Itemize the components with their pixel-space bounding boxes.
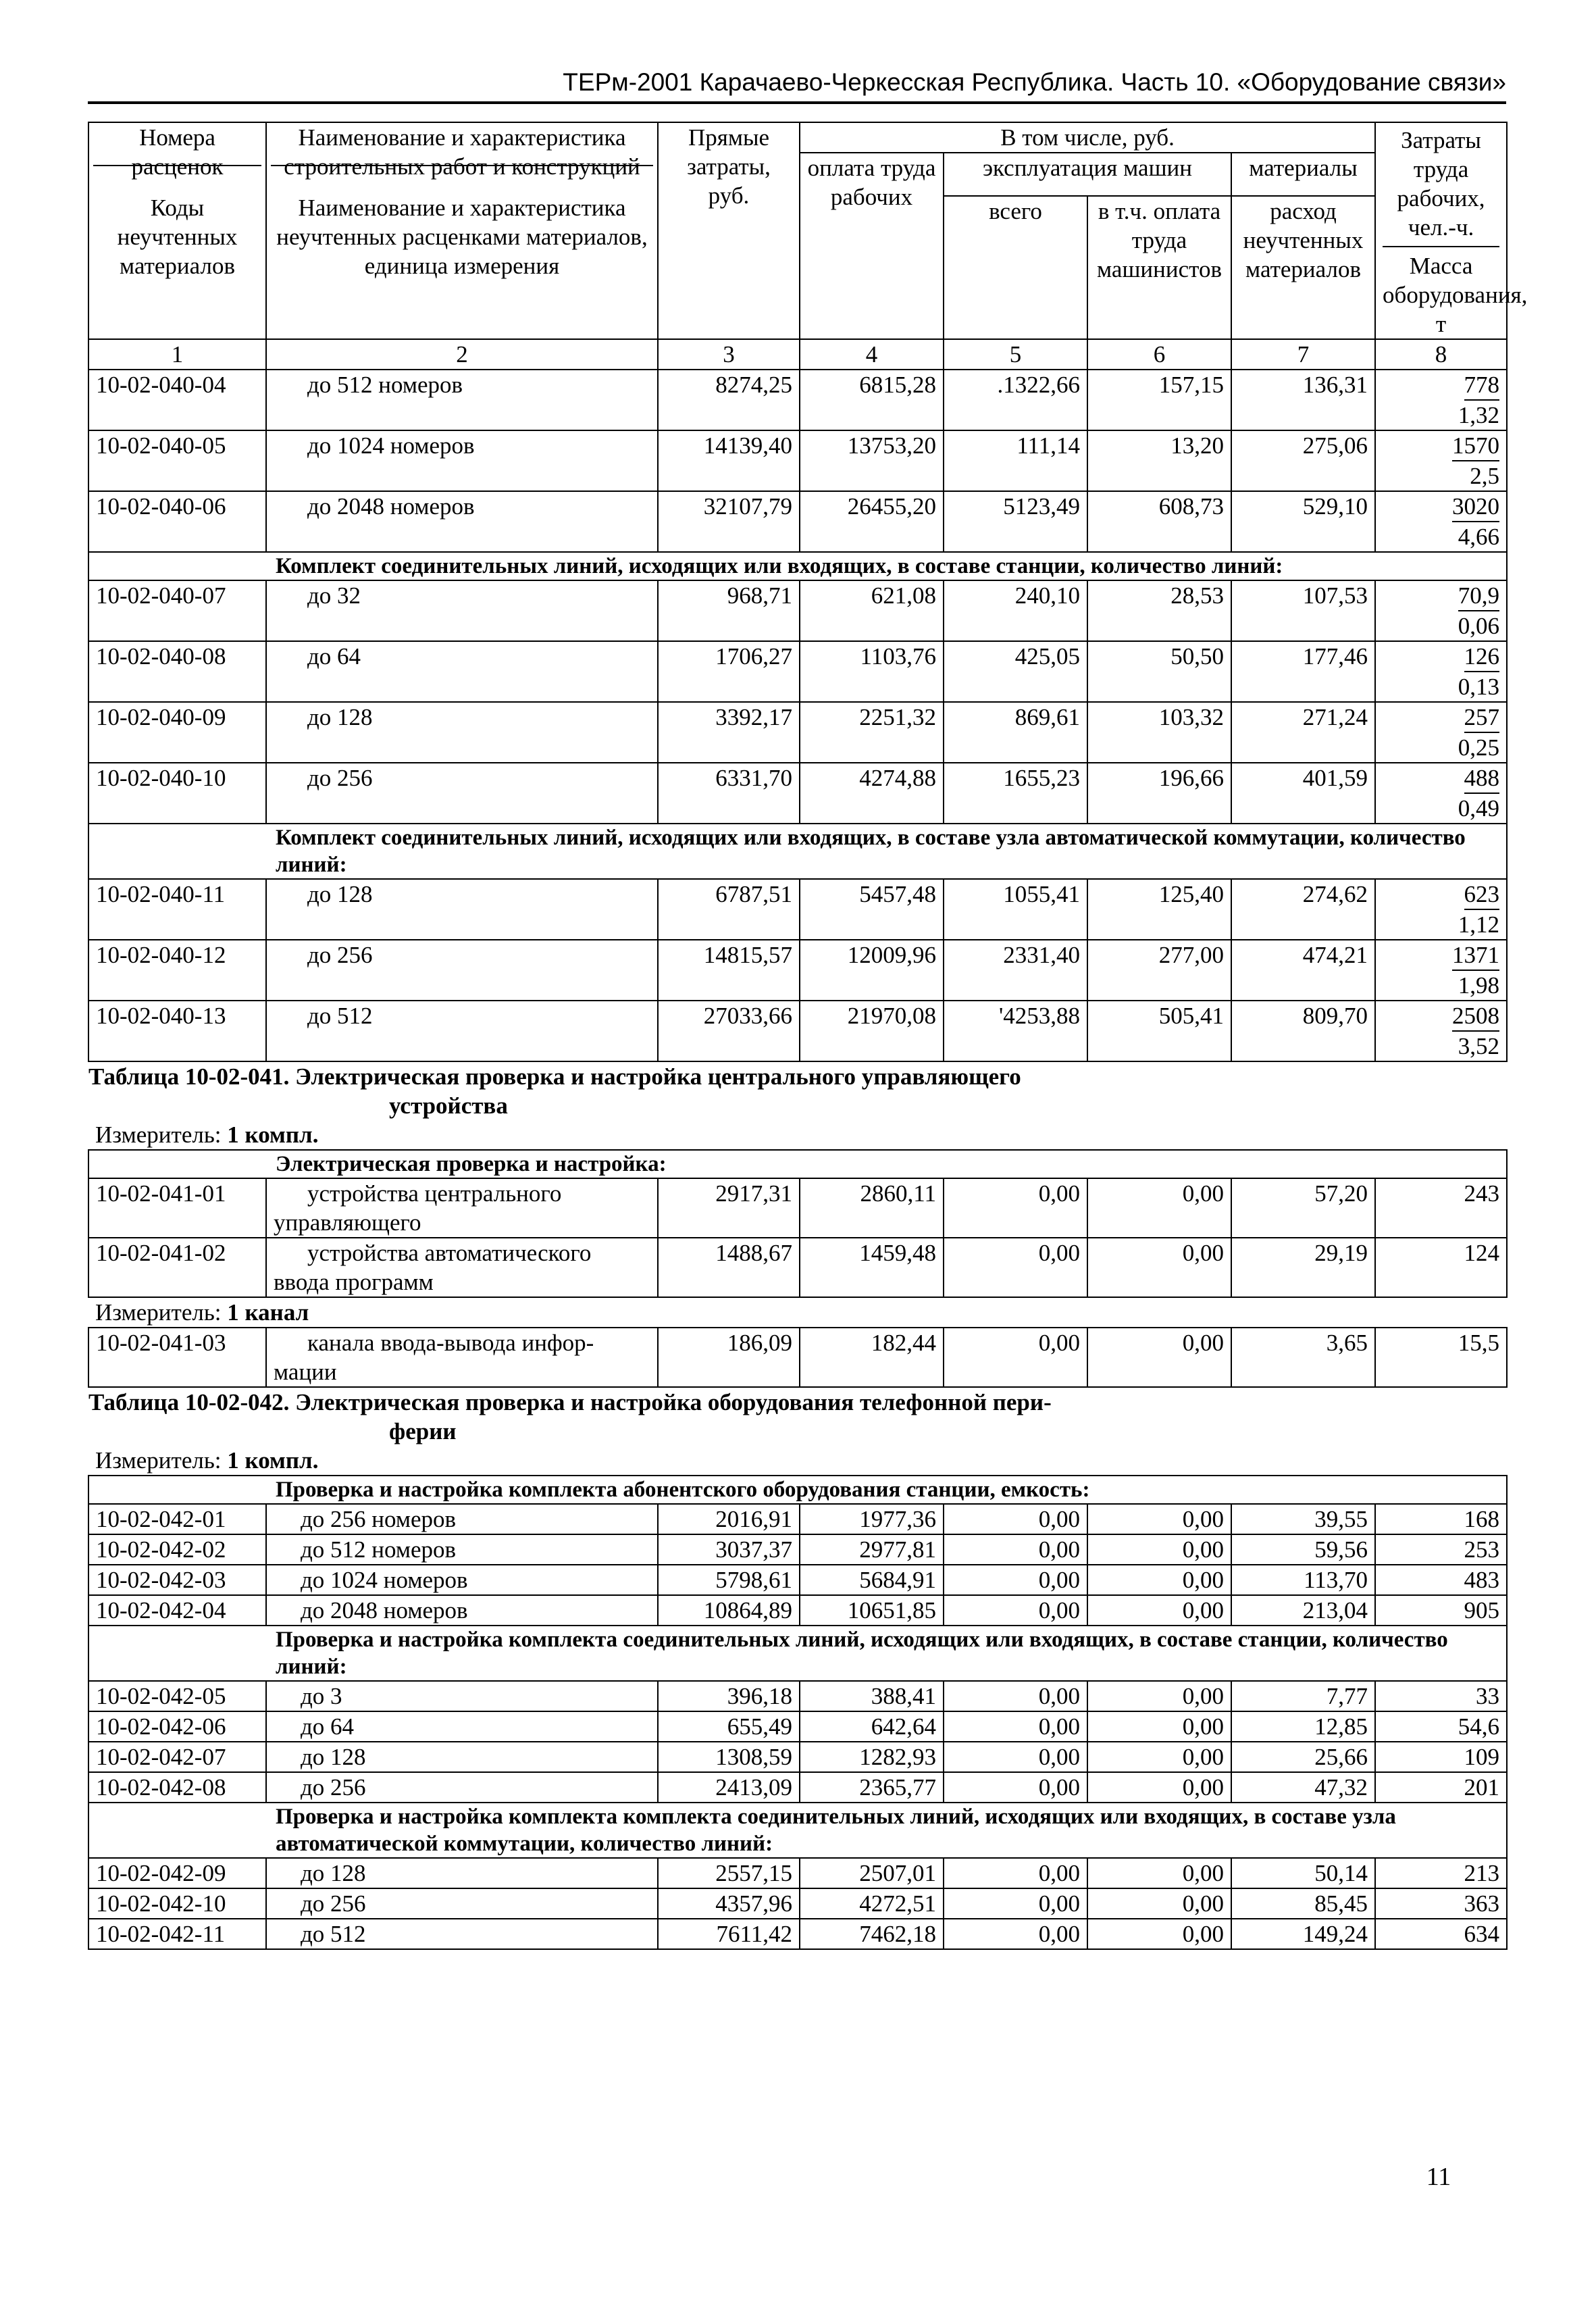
cell-machinists: 0,00 [1087,1178,1231,1238]
cell-hours: 483 [1375,1565,1507,1595]
cell-machinists: 125,40 [1087,879,1231,940]
rate-name: до 256 номеров [266,1504,658,1534]
cell-direct: 2016,91 [658,1504,800,1534]
cell-hours-mass [1375,763,1507,824]
col-header-hours: Затраты труда рабочих, чел.-ч. Масса оборудования, т [1375,122,1507,339]
cell-machinists: 505,41 [1087,1001,1231,1061]
table-row [88,641,1507,702]
rate-code: 10-02-040-12 [88,940,266,1001]
table-row [88,879,1507,940]
cell-direct: 27033,66 [658,1001,800,1061]
cell-direct: 3037,37 [658,1534,800,1565]
col-header-machinists: в т.ч. оплата труда машинистов [1087,196,1231,339]
table-row [88,1595,1507,1626]
cell-machinists: 157,15 [1087,370,1231,430]
cell-materials: 59,56 [1231,1534,1375,1565]
equipment-mass: 4,66 [1458,524,1500,550]
rate-name: до 128 [266,1858,658,1888]
cell-hours-mass [1375,879,1507,940]
cell-machines: 0,00 [944,1858,1087,1888]
page-header: ТЕРм-2001 Карачаево-Черкесская Республика. Часть 10. «Оборудование связи» [563,68,1506,96]
table-row [88,1772,1507,1803]
cell-machinists: 0,00 [1087,1711,1231,1742]
equipment-mass: 0,49 [1458,795,1500,822]
cell-machinists: 0,00 [1087,1328,1231,1387]
cell-materials: 271,24 [1231,702,1375,763]
cell-hours-mass [1375,370,1507,430]
table-row [88,370,1507,430]
cell-labor: 4274,88 [800,763,944,824]
table-row [88,1178,1507,1238]
rate-name: до 256 [266,1888,658,1919]
rate-name: до 2048 номеров [266,491,658,552]
rate-code: 10-02-041-02 [88,1238,266,1297]
cell-hours: 109 [1375,1742,1507,1772]
labor-hours: 1371 [1452,940,1499,971]
col-header-incl: В том числе, руб. [800,122,1375,153]
cell-hours: 243 [1375,1178,1507,1238]
rate-code: 10-02-042-01 [88,1504,266,1534]
rate-code: 10-02-042-10 [88,1888,266,1919]
cell-machines: 0,00 [944,1238,1087,1297]
rate-name: до 32 [266,580,658,641]
rate-code: 10-02-042-07 [88,1742,266,1772]
cell-labor: 12009,96 [800,940,944,1001]
cell-machines: 1055,41 [944,879,1087,940]
measure-unit: Измеритель: 1 канал [88,1297,1507,1328]
cell-direct: 655,49 [658,1711,800,1742]
cell-hours-mass [1375,580,1507,641]
rate-name-line2: управляющего [274,1209,421,1236]
equipment-mass: 0,13 [1458,674,1500,700]
rates-table [88,122,1528,1950]
rate-name [266,1238,658,1297]
table-row [88,1328,1507,1387]
cell-direct: 186,09 [658,1328,800,1387]
cell-direct: 14815,57 [658,940,800,1001]
rate-code: 10-02-042-06 [88,1711,266,1742]
cell-machines: 0,00 [944,1534,1087,1565]
col-header-machines: эксплуатация машин [944,153,1231,196]
cell-labor: 6815,28 [800,370,944,430]
cell-direct: 2557,15 [658,1858,800,1888]
cell-hours: 363 [1375,1888,1507,1919]
col-header-machines-total: всего [944,196,1087,339]
cell-machinists: 50,50 [1087,641,1231,702]
cell-machinists: 0,00 [1087,1565,1231,1595]
table-row [88,1504,1507,1534]
document-body [88,122,1528,1950]
labor-hours: 778 [1464,370,1500,401]
cell-direct: 4357,96 [658,1888,800,1919]
cell-machinists: 103,32 [1087,702,1231,763]
rate-name-line1: канала ввода-вывода инфор- [307,1330,594,1356]
page-number: 11 [1426,2163,1451,2191]
col-header-name: Наименование и характеристика строительных работ и конструкций Наименование и характеристика неучтенных расценками материалов, единица измерения [266,122,658,339]
cell-machines: 869,61 [944,702,1087,763]
cell-materials: 7,77 [1231,1681,1375,1711]
measure-unit: Измеритель: 1 компл. [88,1120,1507,1150]
cell-direct: 2917,31 [658,1178,800,1238]
table-row [88,1858,1507,1888]
table-row [88,763,1507,824]
cell-labor: 10651,85 [800,1595,944,1626]
cell-machines: 0,00 [944,1742,1087,1772]
cell-direct: 8274,25 [658,370,800,430]
rate-code: 10-02-040-06 [88,491,266,552]
column-numbers-row: 1 2 3 4 5 6 7 8 [88,339,1507,370]
cell-labor: 1282,93 [800,1742,944,1772]
cell-labor: 5457,48 [800,879,944,940]
cell-materials: 136,31 [1231,370,1375,430]
cell-materials: 401,59 [1231,763,1375,824]
rate-name [266,1328,658,1387]
cell-machinists: 0,00 [1087,1504,1231,1534]
cell-machinists: 13,20 [1087,430,1231,491]
col-header-labor: оплата труда рабочих [800,153,944,339]
cell-machines: 425,05 [944,641,1087,702]
labor-hours: 126 [1464,642,1500,672]
cell-machines: 0,00 [944,1919,1087,1949]
rate-name: до 2048 номеров [266,1595,658,1626]
table-title-042: Таблица 10-02-042. Электрическая проверка и настройка оборудования телефонной пери- ферии [88,1389,1052,1444]
section-title: Электрическая проверка и настройка: [266,1150,1507,1178]
rate-code: 10-02-042-11 [88,1919,266,1949]
col-header-direct: Прямые затраты, руб. [658,122,800,339]
cell-machinists: 0,00 [1087,1742,1231,1772]
table-row [88,430,1507,491]
cell-materials: 274,62 [1231,879,1375,940]
table-row [88,1919,1507,1949]
cell-hours-mass [1375,641,1507,702]
cell-materials: 529,10 [1231,491,1375,552]
cell-direct: 1488,67 [658,1238,800,1297]
cell-machines: 0,00 [944,1328,1087,1387]
table-title-041: Таблица 10-02-041. Электрическая проверка и настройка центрального управляющего устройства [88,1063,1021,1119]
table-row [88,1742,1507,1772]
cell-machines: 5123,49 [944,491,1087,552]
rate-name [266,1178,658,1238]
cell-direct: 1706,27 [658,641,800,702]
equipment-mass: 3,52 [1458,1033,1500,1059]
cell-machines: 2331,40 [944,940,1087,1001]
cell-labor: 388,41 [800,1681,944,1711]
cell-materials: 213,04 [1231,1595,1375,1626]
section-title: Проверка и настройка комплекта комплекта соединительных линий, исходящих или входящих, в составе узла автоматической коммутации, количество линий: [266,1803,1507,1858]
equipment-mass: 1,12 [1458,911,1500,938]
cell-machines: 240,10 [944,580,1087,641]
cell-labor: 621,08 [800,580,944,641]
section-title: Комплект соединительных линий, исходящих или входящих, в составе станции, количество линий: [266,552,1507,580]
cell-direct: 32107,79 [658,491,800,552]
equipment-mass: 0,25 [1458,734,1500,761]
cell-materials: 113,70 [1231,1565,1375,1595]
section-title: Проверка и настройка комплекта соединительных линий, исходящих или входящих, в составе станции, количество линий: [266,1626,1507,1681]
table-row [88,1711,1507,1742]
cell-hours: 201 [1375,1772,1507,1803]
cell-direct: 3392,17 [658,702,800,763]
cell-machinists: 608,73 [1087,491,1231,552]
cell-direct: 968,71 [658,580,800,641]
cell-labor: 1103,76 [800,641,944,702]
cell-machinists: 196,66 [1087,763,1231,824]
cell-hours: 905 [1375,1595,1507,1626]
labor-hours: 1570 [1452,431,1499,461]
rate-name-line1: устройства центрального [307,1180,562,1207]
table-row [88,580,1507,641]
cell-labor: 2507,01 [800,1858,944,1888]
rate-name: до 512 [266,1001,658,1061]
cell-hours: 213 [1375,1858,1507,1888]
measure-unit: Измеритель: 1 компл. [88,1446,1507,1476]
cell-hours: 253 [1375,1534,1507,1565]
cell-direct: 7611,42 [658,1919,800,1949]
cell-machinists: 28,53 [1087,580,1231,641]
cell-direct: 5798,61 [658,1565,800,1595]
cell-machines: '4253,88 [944,1001,1087,1061]
rate-code: 10-02-040-10 [88,763,266,824]
cell-direct: 6787,51 [658,879,800,940]
table-row [88,1534,1507,1565]
cell-materials: 25,66 [1231,1742,1375,1772]
rate-name: до 256 [266,940,658,1001]
col-header-codes: Номера расценок Коды неучтенных материалов [88,122,266,339]
equipment-mass: 1,98 [1458,972,1500,999]
labor-hours: 70,9 [1458,581,1499,611]
col-header-materials-use: расход неучтенных материалов [1231,196,1375,339]
cell-labor: 13753,20 [800,430,944,491]
cell-materials: 275,06 [1231,430,1375,491]
cell-hours: 54,6 [1375,1711,1507,1742]
cell-materials: 29,19 [1231,1238,1375,1297]
cell-direct: 10864,89 [658,1595,800,1626]
cell-labor: 2251,32 [800,702,944,763]
cell-machinists: 0,00 [1087,1681,1231,1711]
table-row [88,940,1507,1001]
cell-materials: 177,46 [1231,641,1375,702]
rate-code: 10-02-040-07 [88,580,266,641]
cell-hours-mass [1375,940,1507,1001]
table-row [88,1681,1507,1711]
cell-labor: 26455,20 [800,491,944,552]
cell-machines: 0,00 [944,1178,1087,1238]
equipment-mass: 1,32 [1458,402,1500,428]
rate-code: 10-02-040-13 [88,1001,266,1061]
cell-direct: 2413,09 [658,1772,800,1803]
rate-code: 10-02-041-01 [88,1178,266,1238]
rate-name: до 128 [266,1742,658,1772]
rate-code: 10-02-042-03 [88,1565,266,1595]
cell-machines: 0,00 [944,1595,1087,1626]
cell-materials: 809,70 [1231,1001,1375,1061]
cell-machines: 0,00 [944,1681,1087,1711]
cell-machinists: 0,00 [1087,1919,1231,1949]
cell-direct: 396,18 [658,1681,800,1711]
cell-labor: 5684,91 [800,1565,944,1595]
cell-materials: 50,14 [1231,1858,1375,1888]
table-row [88,702,1507,763]
rate-name: до 128 [266,879,658,940]
cell-hours: 634 [1375,1919,1507,1949]
rate-name: до 512 номеров [266,1534,658,1565]
cell-hours-mass [1375,1001,1507,1061]
cell-machines: 0,00 [944,1565,1087,1595]
header-rule [88,101,1506,104]
cell-materials: 149,24 [1231,1919,1375,1949]
cell-machines: 0,00 [944,1888,1087,1919]
labor-hours: 257 [1464,703,1500,733]
rate-code: 10-02-040-05 [88,430,266,491]
rate-code: 10-02-040-09 [88,702,266,763]
cell-machines: .1322,66 [944,370,1087,430]
cell-labor: 1977,36 [800,1504,944,1534]
rate-name: до 1024 номеров [266,430,658,491]
cell-labor: 2860,11 [800,1178,944,1238]
section-title: Проверка и настройка комплекта абонентского оборудования станции, емкость: [266,1476,1507,1504]
cell-materials: 85,45 [1231,1888,1375,1919]
cell-hours-mass [1375,430,1507,491]
rate-code: 10-02-042-04 [88,1595,266,1626]
table-row [88,1001,1507,1061]
cell-direct: 6331,70 [658,763,800,824]
cell-hours: 15,5 [1375,1328,1507,1387]
cell-machinists: 0,00 [1087,1858,1231,1888]
cell-machinists: 277,00 [1087,940,1231,1001]
rate-name: до 1024 номеров [266,1565,658,1595]
cell-machines: 0,00 [944,1772,1087,1803]
rate-code: 10-02-042-09 [88,1858,266,1888]
cell-machinists: 0,00 [1087,1534,1231,1565]
rate-name: до 64 [266,1711,658,1742]
rate-code: 10-02-042-05 [88,1681,266,1711]
rate-name: до 64 [266,641,658,702]
rate-code: 10-02-040-04 [88,370,266,430]
rate-code: 10-02-040-08 [88,641,266,702]
rate-name: до 512 [266,1919,658,1949]
cell-machinists: 0,00 [1087,1595,1231,1626]
equipment-mass: 0,06 [1458,613,1500,639]
cell-direct: 14139,40 [658,430,800,491]
labor-hours: 488 [1464,763,1500,794]
cell-hours-mass [1375,702,1507,763]
cell-materials: 474,21 [1231,940,1375,1001]
cell-hours-mass [1375,491,1507,552]
rate-code: 10-02-042-08 [88,1772,266,1803]
cell-materials: 12,85 [1231,1711,1375,1742]
cell-materials: 39,55 [1231,1504,1375,1534]
rate-name-line2: ввода программ [274,1269,434,1295]
rate-name-line2: мации [274,1359,337,1385]
rate-name: до 3 [266,1681,658,1711]
table-row [88,1238,1507,1297]
cell-machinists: 0,00 [1087,1772,1231,1803]
rate-code: 10-02-041-03 [88,1328,266,1387]
labor-hours: 2508 [1452,1001,1499,1032]
cell-materials: 107,53 [1231,580,1375,641]
rate-name: до 512 номеров [266,370,658,430]
section-title: Комплект соединительных линий, исходящих или входящих, в составе узла автоматической коммутации, количество линий: [266,824,1507,879]
cell-machines: 111,14 [944,430,1087,491]
rate-name-line1: устройства автоматического [307,1240,592,1266]
cell-labor: 2365,77 [800,1772,944,1803]
rate-name: до 128 [266,702,658,763]
table-row [88,491,1507,552]
cell-materials: 47,32 [1231,1772,1375,1803]
cell-labor: 7462,18 [800,1919,944,1949]
cell-hours: 33 [1375,1681,1507,1711]
cell-machines: 0,00 [944,1711,1087,1742]
cell-labor: 182,44 [800,1328,944,1387]
rate-name: до 256 [266,763,658,824]
labor-hours: 623 [1464,880,1500,910]
cell-labor: 642,64 [800,1711,944,1742]
cell-labor: 1459,48 [800,1238,944,1297]
cell-hours: 168 [1375,1504,1507,1534]
cell-machines: 0,00 [944,1504,1087,1534]
cell-hours: 124 [1375,1238,1507,1297]
table-row [88,1888,1507,1919]
cell-materials: 3,65 [1231,1328,1375,1387]
rate-code: 10-02-042-02 [88,1534,266,1565]
equipment-mass: 2,5 [1470,463,1500,489]
table-row [88,1565,1507,1595]
cell-materials: 57,20 [1231,1178,1375,1238]
cell-machinists: 0,00 [1087,1238,1231,1297]
col-header-materials: материалы [1231,153,1375,196]
rate-name: до 256 [266,1772,658,1803]
labor-hours: 3020 [1452,492,1499,522]
cell-labor: 2977,81 [800,1534,944,1565]
cell-machines: 1655,23 [944,763,1087,824]
cell-labor: 21970,08 [800,1001,944,1061]
rate-code: 10-02-040-11 [88,879,266,940]
cell-machinists: 0,00 [1087,1888,1231,1919]
cell-direct: 1308,59 [658,1742,800,1772]
cell-labor: 4272,51 [800,1888,944,1919]
